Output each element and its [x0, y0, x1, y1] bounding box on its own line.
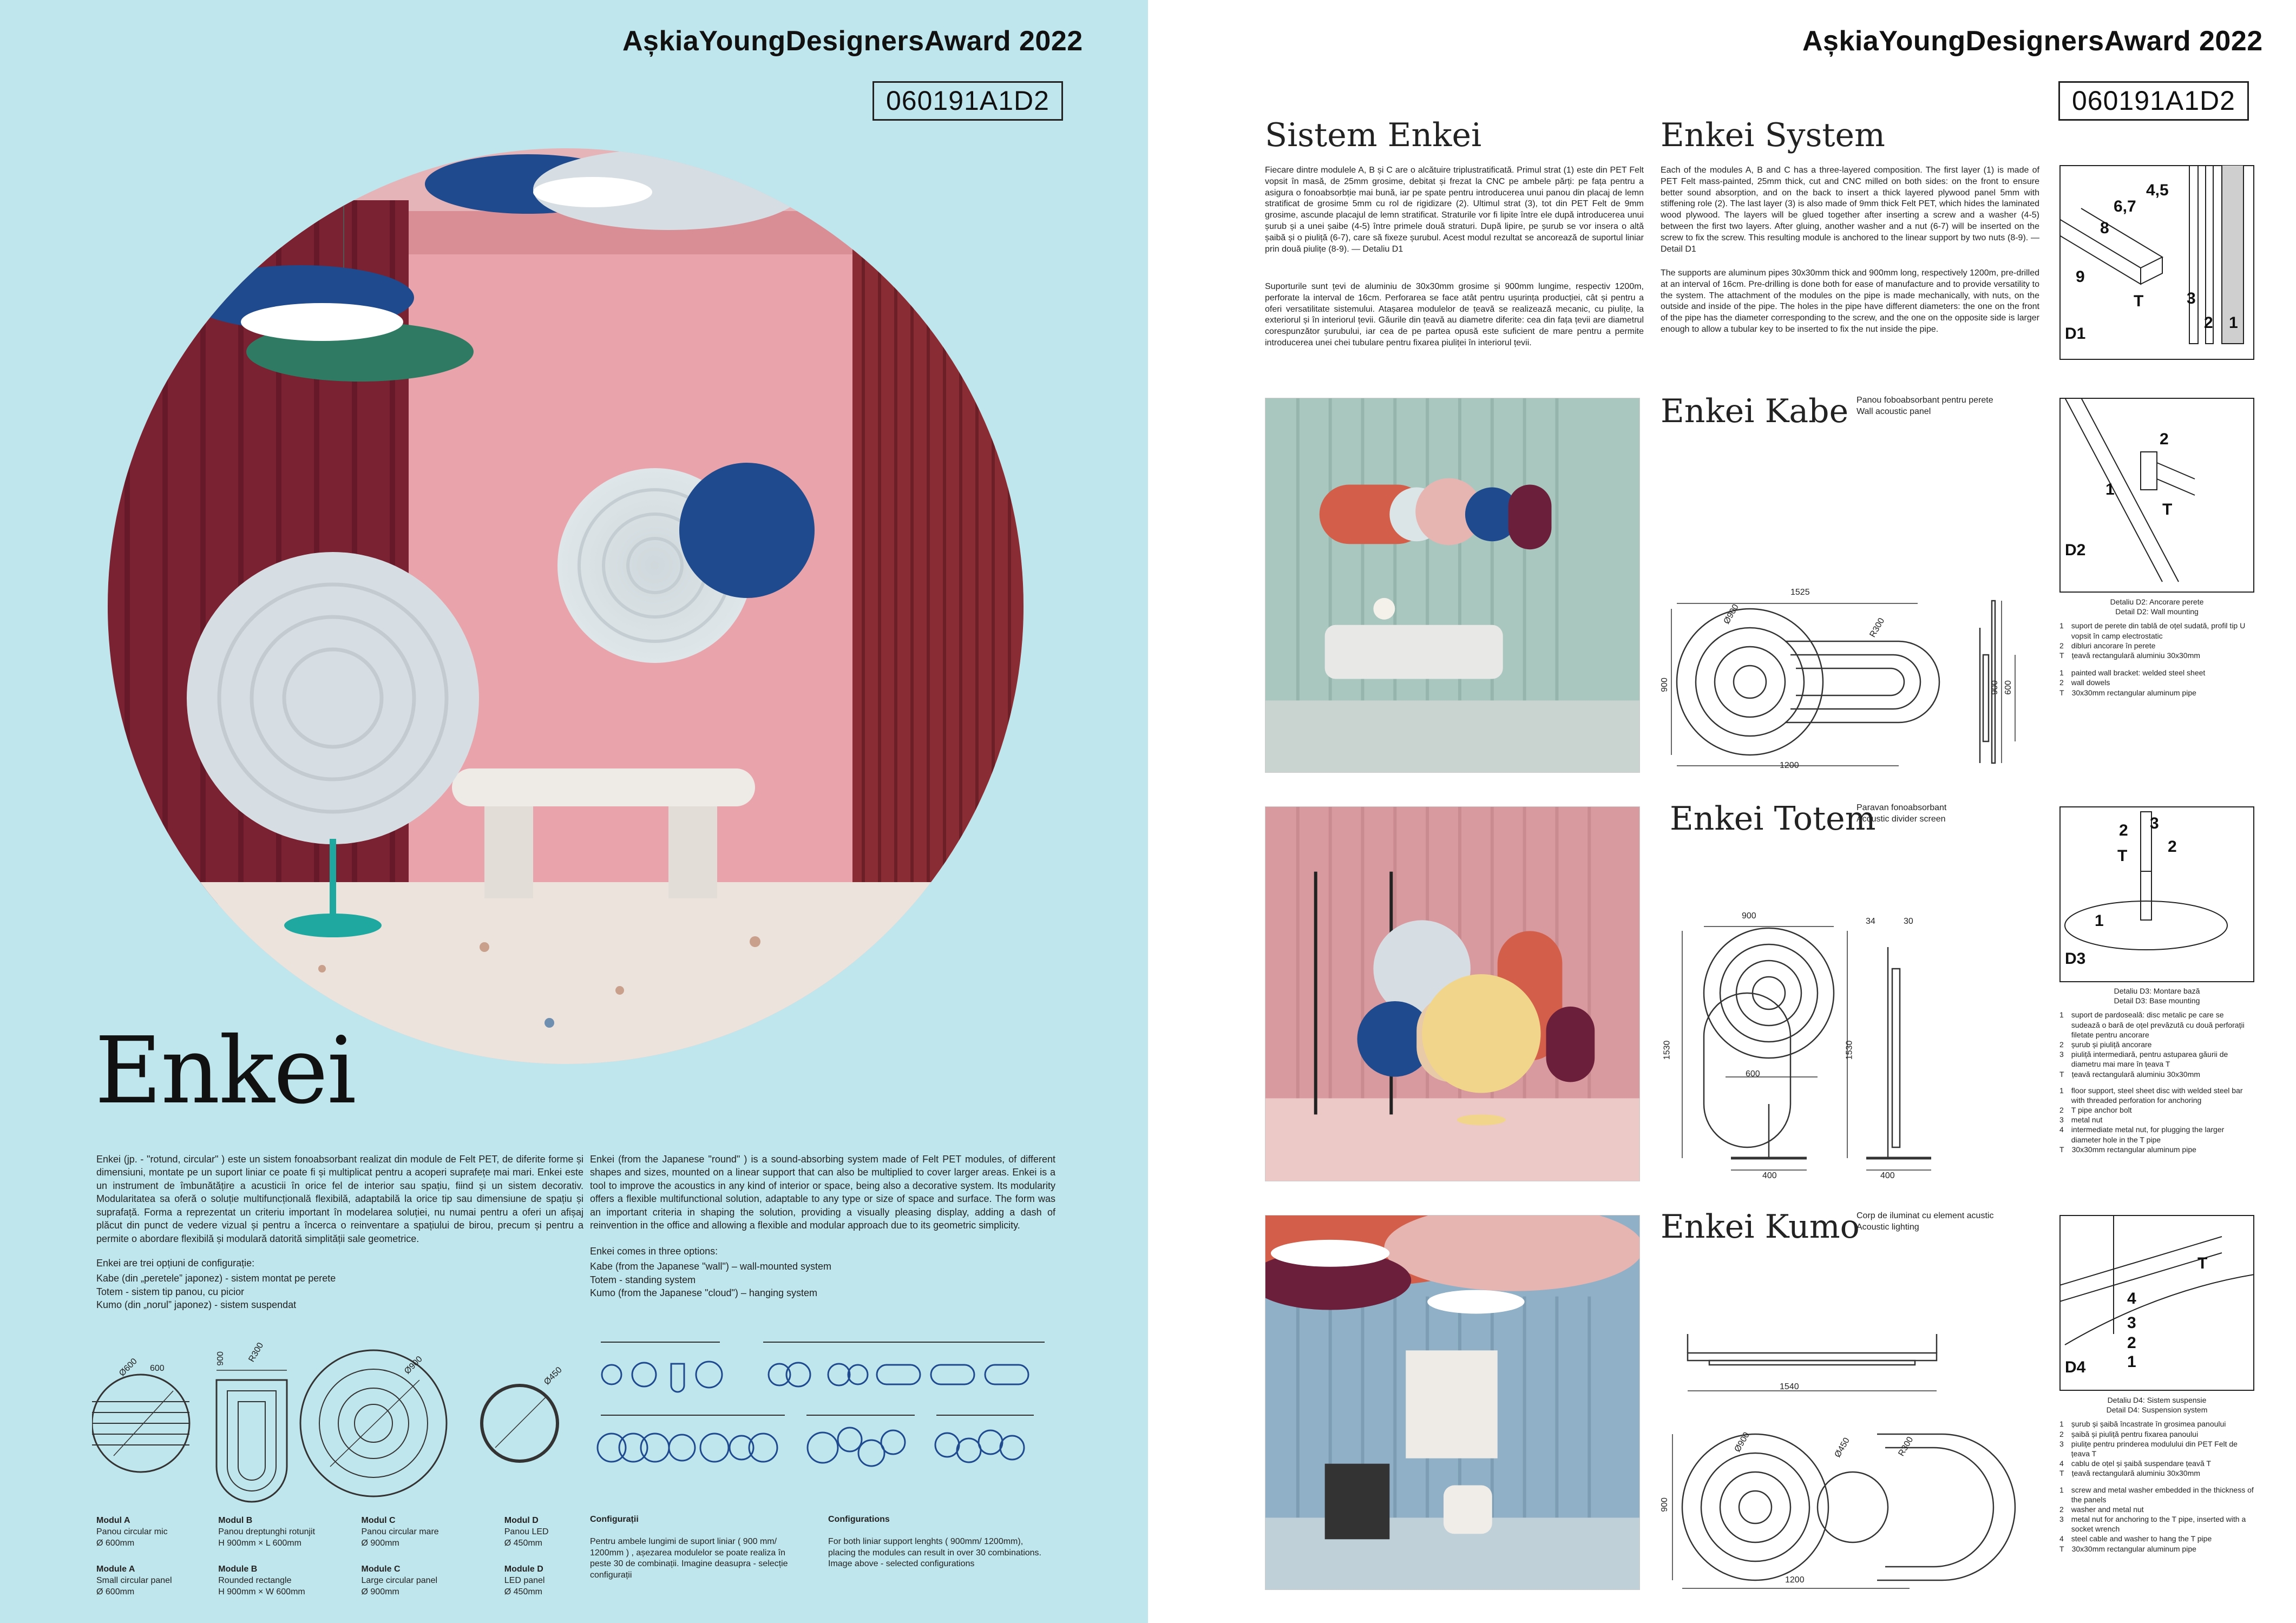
d4-num-2: 2	[2127, 1334, 2136, 1352]
option-ro-totem: Totem - sistem tip panou, cu picior	[96, 1286, 245, 1297]
kumo-dim-width2: 1200	[1785, 1575, 1805, 1585]
kabe-dim-side1: 900	[1990, 680, 1999, 695]
hero-render	[106, 146, 1026, 1066]
totem-render	[1265, 806, 1640, 1181]
dim-b-radius: R300	[247, 1341, 266, 1364]
entry-code-left: 060191A1D2	[873, 81, 1063, 121]
config-en	[828, 1514, 1045, 1570]
totem-dim-s1: 34	[1866, 917, 1875, 926]
option-ro-kumo: Kumo (din „norul” japonez) - sistem suspendat	[96, 1299, 297, 1311]
dim-a: Ø600	[117, 1356, 139, 1378]
d4-num-1: 1	[2127, 1353, 2136, 1371]
system-title-ro: Sistem Enkei	[1265, 116, 1482, 154]
kumo-dim-width: 1540	[1780, 1382, 1799, 1391]
kumo-subtitle: Corp de iluminat cu element acustic Acoustic lighting	[1857, 1211, 1994, 1232]
d2-legend: Detaliu D2: Ancorare perete Detail D2: Wall mounting 1 suport de perete din tablă de oțel sudată, profil tip U vopsit în camp electrostatic 2 dibluri ancorare în perete T țeavă rectangulară aluminiu 30x30mm 1 painted wall bracket: welded steel sheet 2 wall dowels T 30x30mm rectangular aluminum pipe	[2059, 597, 2246, 697]
kabe-dim-r: R300	[1868, 616, 1887, 639]
option-ro-kabe: Kabe (din „peretele” japonez) - sistem montat pe perete	[96, 1273, 336, 1284]
d3-label: D3	[2065, 950, 2086, 968]
config-ro-text: Pentru ambele lungimi de suport liniar ( 900 mm/ 1200mm ) , așezarea modulelor se poate realiza în peste 30 de combinații. Imagine deasupra - selecție configurații	[590, 1536, 788, 1580]
kabe-dim-side2: 600	[2003, 680, 2013, 695]
totem-dim-width: 900	[1742, 911, 1756, 921]
d1-num-1: 1	[2229, 314, 2238, 332]
kabe-drawing	[1661, 590, 2039, 774]
detail-d4-drawing	[2059, 1215, 2254, 1391]
dim-d: Ø450	[542, 1365, 564, 1387]
module-c-legend: Modul C Panou circular mare Ø 900mm Module C Large circular panel Ø 900mm	[361, 1516, 439, 1596]
d2-num-t: T	[2162, 501, 2173, 518]
intro-ro: Enkei (jp. - "rotund, circular" ) este un sistem fonoabsorbant realizat din module de Felt PET, de diferite forme și dimensiuni, montate pe un suport liniar ce poate fi și multiplicat pentru a acoperi suprafețe mai mari. Enkei este un instrument de îmbunătățire a acusticii în orice fel de interior sau spațiu, fiind și un sistem decorativ. Modularitatea sa oferă o soluție multifuncțională flexibilă, adaptabilă la orice tip sau dimensiune de spațiu și suprafață. Forma a reprezentat un criteriu important în modelarea soluției, nu numai pentru a oferi un afișaj plăcut din punct de vedere vizual și pentru a încerca o reinventare a spațiului de birou, precum și pentru a permite o abordare flexibilă și modulară datorită simplității sale geometrice.	[96, 1154, 583, 1244]
d3-num-1: 1	[2095, 912, 2104, 930]
d1-num-67: 6,7	[2114, 198, 2136, 215]
totem-dim-base: 400	[1762, 1171, 1777, 1180]
kabe-title: Enkei Kabe	[1661, 392, 1849, 430]
totem-dim-s2: 30	[1904, 917, 1913, 926]
kumo-dim-height: 900	[1659, 1497, 1669, 1512]
d3-num-3: 3	[2150, 814, 2159, 832]
option-en-totem: Totem - standing system	[590, 1274, 696, 1285]
d3-num-t: T	[2117, 847, 2128, 865]
dim-b-width: 600	[150, 1364, 165, 1373]
config-ro	[590, 1514, 796, 1581]
config-en-title: Configurations	[828, 1515, 890, 1524]
d4-num-4: 4	[2127, 1290, 2136, 1307]
d1-num-45: 4,5	[2146, 181, 2169, 199]
intro-en: Enkei (from the Japanese "round" ) is a sound-absorbing system made of Felt PET modules, of different shapes and sizes, mounted on a linear support that can also be multiplied to cover larger areas. Enkei is a tool to improve the acoustics in any kind of interior or space, being also a decorative system. Its modularity offers a flexible multifunctional solution, adaptable to any type or size of space and surface. The form was an important criteria in shaping the solution, providing a visually pleasing display, adding a dash of reinvention in the office and allowing a flexible and modular approach due to its geometric simplicity.	[590, 1154, 1055, 1231]
award-title-right: AșkiaYoungDesignersAward 2022	[1802, 25, 2263, 57]
totem-dim-height: 1530	[1662, 1040, 1672, 1060]
system-en-p2: The supports are aluminum pipes 30x30mm thick and 900mm long, respectively 1200m, pre-drilled at an interval of 16cm. Pre-drilling is done both for ease of manufacture and to provide versatility to the system. The attachment of the modules on the pipe is made mechanically, with nuts, on the outside and inside of the pipe. The holes in the pipe have different diameters: the one on the front of the pipe has the diameter corresponding to the screw, and the one on the opposite side is larger enough to allow a tubular key to be inserted to fix the nut inside the pipe.	[1661, 268, 2039, 334]
kumo-render	[1265, 1215, 1640, 1590]
d1-num-9: 9	[2076, 268, 2085, 286]
totem-dim-height2: 1530	[1845, 1040, 1854, 1060]
system-ro-p1: Fiecare dintre modulele A, B și C are o alcătuire triplustratificată. Primul strat (1) este din PET Felt vopsit în masă, de 25mm grosime, debitat și frezat la CNC pe ambele părți: pe fața pentru a asigura o fonoabsorbție mai bună, iar pe spate pentru introducerea unui panou din placaj de lemn stratificat de grosime 5mm cu rol de rigidizare (2). Ultimul strat (3), tot din PET Felt de 9mm grosime, ascunde placajul de lemn stratificat. Straturile vor fi lipite între ele după introducerea unui șurub și a unei șaibe (4-5) între primele două straturi. După lipire, pe șurub se vor insera o altă șaibă și o piuliță (6-7), care să fixeze șurubul. Acest modul rezultat se ancorează de suportul liniar prin două piulițe (8-9). — Detaliu D1	[1265, 166, 1644, 254]
d1-num-8: 8	[2100, 219, 2109, 237]
d2-num-2: 2	[2160, 430, 2169, 448]
totem-dim-mid: 600	[1746, 1069, 1760, 1079]
options-en	[590, 1245, 1055, 1300]
kabe-dim-width2: 1200	[1780, 761, 1799, 770]
kumo-title: Enkei Kumo	[1661, 1208, 1860, 1246]
totem-title: Enkei Totem	[1670, 800, 1876, 838]
configurations-diagram	[590, 1331, 1066, 1488]
d4-num-t: T	[2197, 1254, 2208, 1272]
d4-num-3: 3	[2127, 1314, 2136, 1332]
kabe-subtitle: Panou foboabsorbant pentru perete Wall acoustic panel	[1857, 396, 1993, 416]
kabe-dim-d1: Ø900	[1722, 602, 1741, 626]
totem-subtitle: Paravan fonoabsorbant Acoustic divider screen	[1857, 803, 1947, 824]
kumo-dim-d1: Ø900	[1733, 1430, 1751, 1454]
config-ro-title: Configurații	[590, 1515, 639, 1524]
d3-num-2a: 2	[2119, 822, 2128, 839]
option-en-kabe: Kabe (from the Japanese "wall") – wall-mounted system	[590, 1261, 831, 1272]
d3-legend: Detaliu D3: Montare bază Detail D3: Base mounting 1 suport de pardoseală: disc metalic pe care se sudează o bară de oțel prevăzută cu două perforații filetate pentru ancorare 2 șurub și piuliță ancorare 3 piuliță intermediară, pentru astuparea găurii de diametru mai mare în țeava T T țeavă rectangulară aluminiu 30x30mm 1 floor support, steel sheet disc with welded steel bar with threaded perforation for anchoring 2 T pipe anchor bolt 3 metal nut 4 intermediate metal nut, for plugging the larger diameter hole in the T pipe T 30x30mm rectangular aluminum pipe	[2059, 987, 2245, 1154]
d2-num-1: 1	[2105, 481, 2115, 498]
project-title: Enkei	[95, 1017, 356, 1125]
kumo-dim-d2: Ø450	[1833, 1436, 1852, 1460]
d1-num-2: 2	[2204, 314, 2213, 332]
module-drawings	[92, 1331, 579, 1510]
kumo-drawing	[1661, 1331, 2039, 1591]
kabe-dim-height: 900	[1659, 678, 1669, 692]
d1-num-t: T	[2134, 292, 2144, 310]
system-title-en: Enkei System	[1661, 116, 1885, 154]
d4-label: D4	[2065, 1358, 2086, 1376]
dim-b-height: 900	[215, 1351, 225, 1366]
entry-code-right: 060191A1D2	[2058, 81, 2249, 121]
d1-num-3: 3	[2187, 290, 2196, 307]
module-legend	[96, 1515, 583, 1598]
award-title-left: AșkiaYoungDesignersAward 2022	[622, 25, 1083, 57]
options-ro	[96, 1257, 583, 1312]
kumo-dim-r: R300	[1897, 1435, 1915, 1458]
module-a-legend: Modul A Panou circular mic Ø 600mm Module A Small circular panel Ø 600mm	[96, 1516, 172, 1596]
d1-label: D1	[2065, 325, 2086, 343]
dim-c: Ø900	[403, 1354, 424, 1376]
options-en-title: Enkei comes in three options:	[590, 1246, 718, 1257]
options-ro-title: Enkei are trei opțiuni de configurație:	[96, 1258, 255, 1269]
detail-d2-drawing	[2059, 398, 2254, 593]
module-d-legend: Modul D Panou LED Ø 450mm Module D LED panel Ø 450mm	[504, 1516, 549, 1596]
d2-label: D2	[2065, 541, 2086, 559]
config-en-text: For both liniar support lenghts ( 900mm/ 1200mm), placing the modules can result in over 30 combinations. Image above - selected configurations	[828, 1536, 1041, 1569]
system-ro-p2: Suporturile sunt țevi de aluminiu de 30x30mm grosime și 900mm lungime, respectiv 1200m, perforate la interval de 16cm. Perforarea se face atât pentru ușurința producției, cât și pentru a oferi versatilitate sistemului. Atașarea modulelor de țeavă se realizează mecanic, cu piulițe, la exteriorul și în interiorul țevii. Găurile din țeavă au diametre diferite: cea din fața țevii are diametrul corespunzător șurubului, iar cea de pe partea opusă este suficient de mare pentru a permite introducerea unei chei tubulare pentru fixarea piuliței în interiorul țevii.	[1265, 282, 1644, 347]
system-en-p1: Each of the modules A, B and C has a three-layered composition. The first layer (1) is made of PET Felt mass-painted, 25mm thick, cut and CNC milled on both sides: on the front to ensure better sound absorption, and on the back to insert a thick layered plywood panel 5mm with stiffening role (2). The last layer (3) is also made of 9mm thick Felt PET, which hides the laminated wood plywood. The layers will be glued together after inserting a screw and a washer (4-5) between the first two layers. After gluing, another washer and a nut (6-7) will be inserted on the screw to fix the screw. This resulting module is anchored to the linear support by two nuts (8-9). — Detail D1	[1661, 166, 2039, 254]
kabe-dim-width: 1525	[1790, 588, 1810, 597]
d3-num-2b: 2	[2168, 838, 2177, 856]
module-b-legend: Modul B Panou dreptunghi rotunjit H 900mm × L 600mm Module B Rounded rectangle H 900mm × W 600mm	[218, 1516, 316, 1596]
totem-dim-base2: 400	[1880, 1171, 1895, 1180]
kabe-render	[1265, 398, 1640, 773]
d4-legend: Detaliu D4: Sistem suspensie Detail D4: Suspension system 1 șurub și șaibă încastrate în grosimea panoului 2 șaibă și piuliță pentru fixarea panoului 3 piulițe pentru prinderea modulului din PET Felt de țeava T 4 cablu de oțel și șaibă suspendare țeavă T T țeavă rectangulară aluminiu 30x30mm 1 screw and metal washer embedded in the thickness of the panels 2 washer and metal nut 3 metal nut for anchoring to the T pipe, inserted with a socket wrench 4 steel cable and washer to hang the T pipe T 30x30mm rectangular aluminum pipe	[2059, 1396, 2254, 1553]
option-en-kumo: Kumo (from the Japanese "cloud") – hanging system	[590, 1287, 817, 1299]
